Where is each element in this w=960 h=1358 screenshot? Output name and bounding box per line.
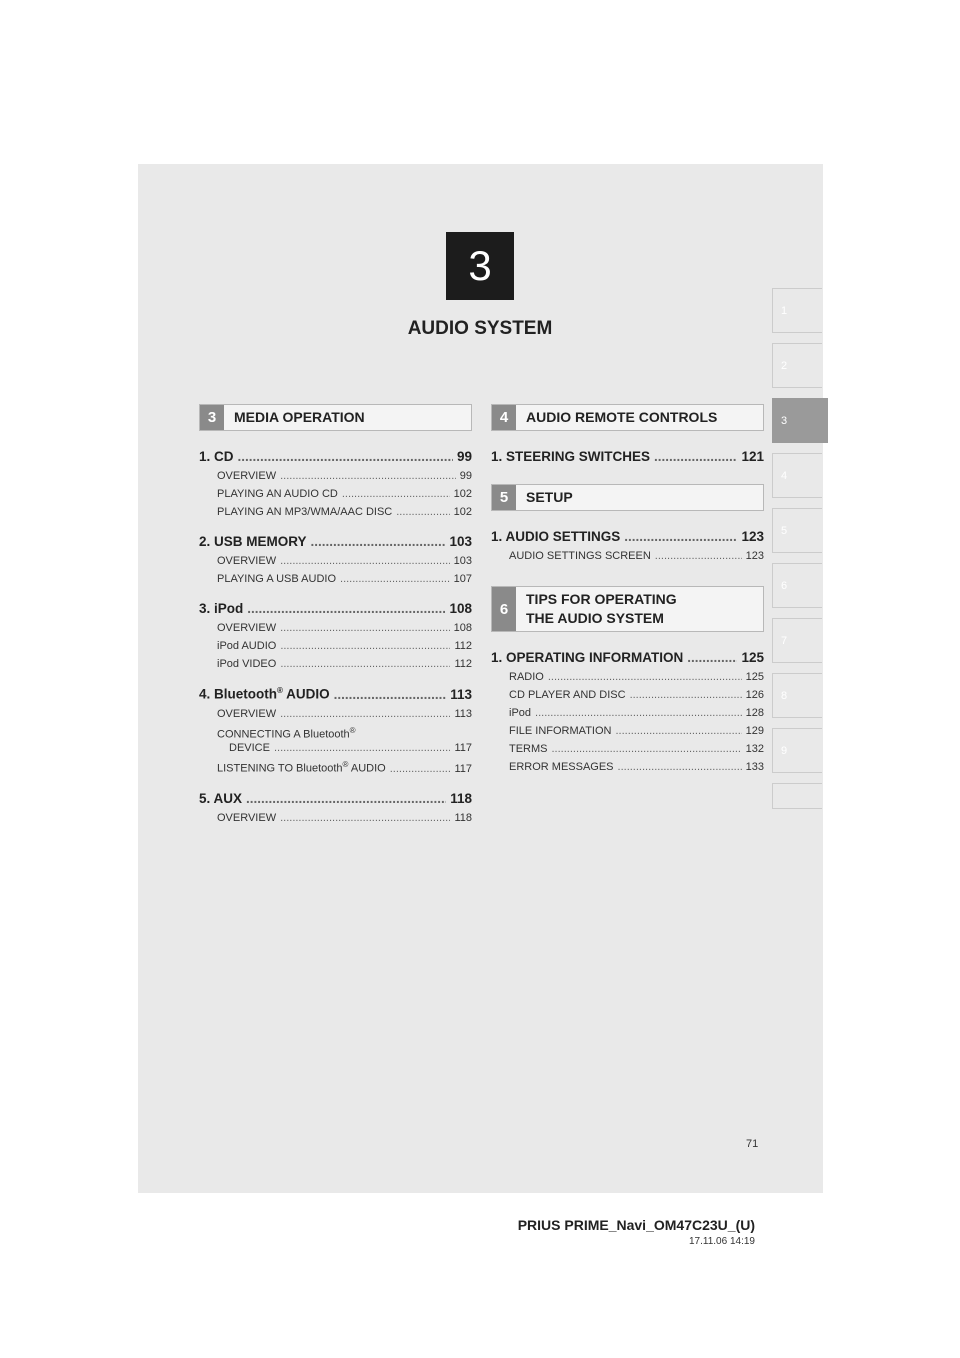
toc-entry-aux[interactable]: 5. AUX ..... 118 [199,791,472,806]
toc-sub[interactable]: PLAYING A USB AUDIO ..... 107 [199,573,472,585]
chapter-number-box [446,232,514,300]
toc-entry-usb-memory[interactable]: 2. USB MEMORY ..... 103 [199,534,472,549]
toc-sub[interactable]: iPod AUDIO ..... 112 [199,640,472,652]
section-header-media-operation: 3 MEDIA OPERATION [199,404,472,431]
toc-sub[interactable]: iPod VIDEO ..... 112 [199,658,472,670]
toc-entry-ipod[interactable]: 3. iPod ..... 108 [199,601,472,616]
toc-sub[interactable]: iPod ..... 128 [491,707,764,719]
right-column [491,404,764,773]
toc-sub[interactable]: LISTENING TO Bluetooth® AUDIO ..... 117 [199,760,472,775]
toc-sub[interactable]: OVERVIEW ..... 99 [199,470,472,482]
chapter-title: AUDIO SYSTEM [407,318,553,339]
toc-group-operating-info [491,650,764,773]
footer-document-title: PRIUS PRIME_Navi_OM47C23U_(U) [517,1217,755,1233]
tab-2[interactable]: 2 [772,343,822,388]
tab-8[interactable]: 8 [772,673,822,718]
section-header-tips: 6 TIPS FOR OPERATING THE AUDIO SYSTEM [491,586,764,632]
footer-timestamp: 17.11.06 14:19 [689,1236,755,1247]
toc-sub[interactable]: TERMS ..... 132 [491,743,764,755]
toc-sub[interactable]: OVERVIEW ..... 108 [199,622,472,634]
toc-entry-steering-switches[interactable]: 1. STEERING SWITCHES ..... 121 [491,449,764,464]
toc-sub[interactable]: ERROR MESSAGES ..... 133 [491,761,764,773]
section-header-audio-remote-controls: 4 AUDIO REMOTE CONTROLS [491,404,764,431]
tab-7[interactable]: 7 [772,618,822,663]
toc-sub-connecting[interactable]: CONNECTING A Bluetooth® DEVICE ..... 117 [199,726,472,755]
toc-sub[interactable]: CD PLAYER AND DISC ..... 126 [491,689,764,701]
tab-blank [772,783,822,809]
toc-sub[interactable]: AUDIO SETTINGS SCREEN ..... 123 [491,550,764,562]
toc-group-cd [199,449,472,518]
page-number: 71 [746,1138,759,1150]
left-column [199,404,472,824]
toc-group-aux [199,791,472,824]
toc-group-audio-settings [491,529,764,562]
toc-group-ipod [199,601,472,670]
tab-4[interactable]: 4 [772,453,822,498]
toc-entry-operating-information[interactable]: 1. OPERATING INFORMATION ..... 125 [491,650,764,665]
toc-sub[interactable]: PLAYING AN MP3/WMA/AAC DISC ..... 102 [199,506,472,518]
toc-group-usb [199,534,472,585]
toc-sub[interactable]: FILE INFORMATION ..... 129 [491,725,764,737]
chapter-number: 3 [468,242,492,289]
toc-entry-audio-settings[interactable]: 1. AUDIO SETTINGS ..... 123 [491,529,764,544]
tab-3[interactable]: 3 [772,398,828,443]
toc-sub[interactable]: OVERVIEW ..... 113 [199,708,472,720]
toc-sub[interactable]: OVERVIEW ..... 103 [199,555,472,567]
toc-sub[interactable]: OVERVIEW ..... 118 [199,812,472,824]
tab-9[interactable]: 9 [772,728,822,773]
toc-sub[interactable]: RADIO ..... 125 [491,671,764,683]
chapter-tabs [772,288,822,819]
toc-entry-cd[interactable]: 1. CD ..... 99 [199,449,472,464]
toc-group-bluetooth [199,686,472,775]
tab-5[interactable]: 5 [772,508,822,553]
toc-sub[interactable]: PLAYING AN AUDIO CD ..... 102 [199,488,472,500]
section-header-setup: 5 SETUP [491,484,764,511]
tab-6[interactable]: 6 [772,563,822,608]
tab-1[interactable]: 1 [772,288,822,333]
toc-entry-bluetooth-audio[interactable]: 4. Bluetooth® AUDIO ..... 113 [199,686,472,702]
